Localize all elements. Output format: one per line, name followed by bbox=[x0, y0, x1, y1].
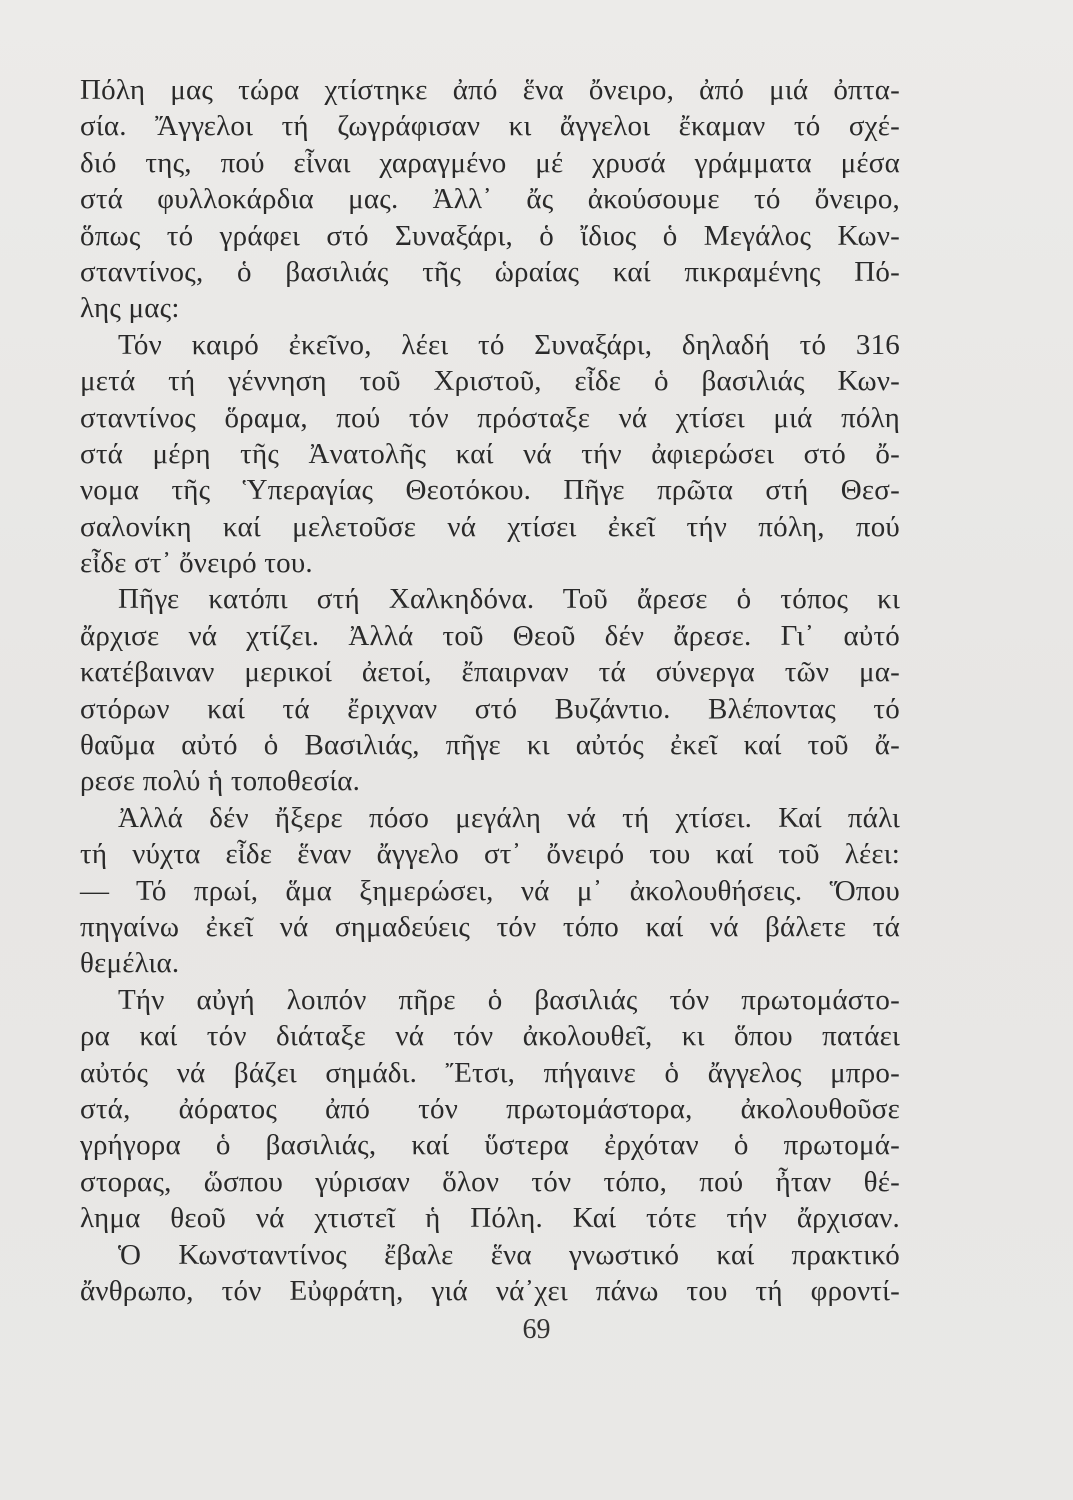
text-line: ἄνθρωπο, τόν Εὐφράτη, γιά νά᾽χει πάνω του τή φροντί- bbox=[80, 1274, 900, 1307]
text-line: πηγαίνω ἐκεῖ νά σημαδεύεις τόν τόπο καί νά βάλετε τά bbox=[80, 910, 900, 943]
text-line: θαῦμα αὐτό ὁ Βασιλιάς, πῆγε κι αὐτός ἐκεῖ καί τοῦ ἄ- bbox=[80, 729, 900, 762]
text-line: κατέβαιναν μερικοί ἀετοί, ἔπαιρναν τά σύνεργα τῶν μα- bbox=[80, 656, 900, 689]
text-line: Τήν αὐγή λοιπόν πῆρε ὁ βασιλιάς τόν πρωτομάστο- bbox=[118, 983, 900, 1016]
text-line: σταντίνος ὅραμα, πού τόν πρόσταξε νά χτίσει μιά πόλη bbox=[80, 401, 900, 434]
text-line: ρα καί τόν διάταξε νά τόν ἀκολουθεῖ, κι ὅπου πατάει bbox=[80, 1020, 900, 1053]
text-line: Πῆγε κατόπι στή Χαλκηδόνα. Τοῦ ἄρεσε ὁ τόπος κι bbox=[118, 583, 900, 616]
text-line: στορας, ὥσπου γύρισαν ὅλον τόν τόπο, πού ἦταν θέ- bbox=[80, 1165, 900, 1198]
text-line: σία. Ἄγγελοι τή ζωγράφισαν κι ἄγγελοι ἔκαμαν τό σχέ- bbox=[80, 110, 900, 143]
text-line: Πόλη μας τώρα χτίστηκε ἀπό ἕνα ὄνειρο, ἀπό μιά ὀπτα- bbox=[80, 74, 900, 106]
text-line: Ἀλλά δέν ἤξερε πόσο μεγάλη νά τή χτίσει. Καί πάλι bbox=[118, 801, 900, 834]
text-line: στά φυλλοκάρδια μας. Ἀλλ᾽ ἄς ἀκούσουμε τό ὄνειρο, bbox=[80, 183, 900, 216]
text-line: διό της, πού εἶναι χαραγμένο μέ χρυσά γράμματα μέσα bbox=[80, 146, 900, 179]
text-line: — Τό πρωί, ἅμα ξημερώσει, νά μ᾽ ἀκολουθήσεις. Ὅπου bbox=[80, 874, 900, 907]
text-line: μετά τή γέννηση τοῦ Χριστοῦ, εἶδε ὁ βασιλιάς Κων- bbox=[80, 365, 900, 398]
text-line: Ὁ Κωνσταντίνος ἔβαλε ἕνα γνωστικό καί πρακτικό bbox=[118, 1238, 900, 1271]
text-line: εἶδε στ᾽ ὄνειρό του. bbox=[80, 547, 313, 580]
text-line: στά μέρη τῆς Ἀνατολῆς καί νά τήν ἀφιερώσει στό ὄ- bbox=[80, 437, 900, 470]
text-line: θεμέλια. bbox=[80, 947, 180, 980]
text-line: τή νύχτα εἶδε ἕναν ἄγγελο στ᾽ ὄνειρό του καί τοῦ λέει: bbox=[80, 838, 900, 871]
body-text bbox=[80, 72, 900, 1309]
text-line: σταντίνος, ὁ βασιλιάς τῆς ὡραίας καί πικραμένης Πό- bbox=[80, 255, 900, 288]
text-line: λημα θεοῦ νά χτιστεῖ ἡ Πόλη. Καί τότε τήν ἄρχισαν. bbox=[80, 1202, 900, 1235]
text-line: ρεσε πολύ ἡ τοποθεσία. bbox=[80, 765, 361, 798]
text-line: αὐτός νά βάζει σημάδι. Ἔτσι, πήγαινε ὁ ἄγγελος μπρο- bbox=[80, 1056, 900, 1089]
text-line: νομα τῆς Ὑπεραγίας Θεοτόκου. Πῆγε πρῶτα στή Θεσ- bbox=[80, 474, 900, 507]
text-line: ἄρχισε νά χτίζει. Ἀλλά τοῦ Θεοῦ δέν ἄρεσε. Γι᾽ αὐτό bbox=[80, 619, 900, 652]
text-line: στά, ἀόρατος ἀπό τόν πρωτομάστορα, ἀκολουθοῦσε bbox=[80, 1092, 900, 1125]
text-line: λης μας: bbox=[80, 292, 180, 325]
text-line: στόρων καί τά ἔριχναν στό Βυζάντιο. Βλέποντας τό bbox=[80, 692, 900, 725]
page-number: 69 bbox=[522, 1314, 551, 1345]
text-line: γρήγορα ὁ βασιλιάς, καί ὕστερα ἐρχόταν ὁ πρωτομά- bbox=[80, 1129, 900, 1162]
text-line: Τόν καιρό ἐκεῖνο, λέει τό Συναξάρι, δηλαδή τό 316 bbox=[118, 328, 900, 361]
text-line: ὅπως τό γράφει στό Συναξάρι, ὁ ἴδιος ὁ Μεγάλος Κων- bbox=[80, 219, 900, 252]
text-line: σαλονίκη καί μελετοῦσε νά χτίσει ἐκεῖ τήν πόλη, πού bbox=[80, 510, 900, 543]
